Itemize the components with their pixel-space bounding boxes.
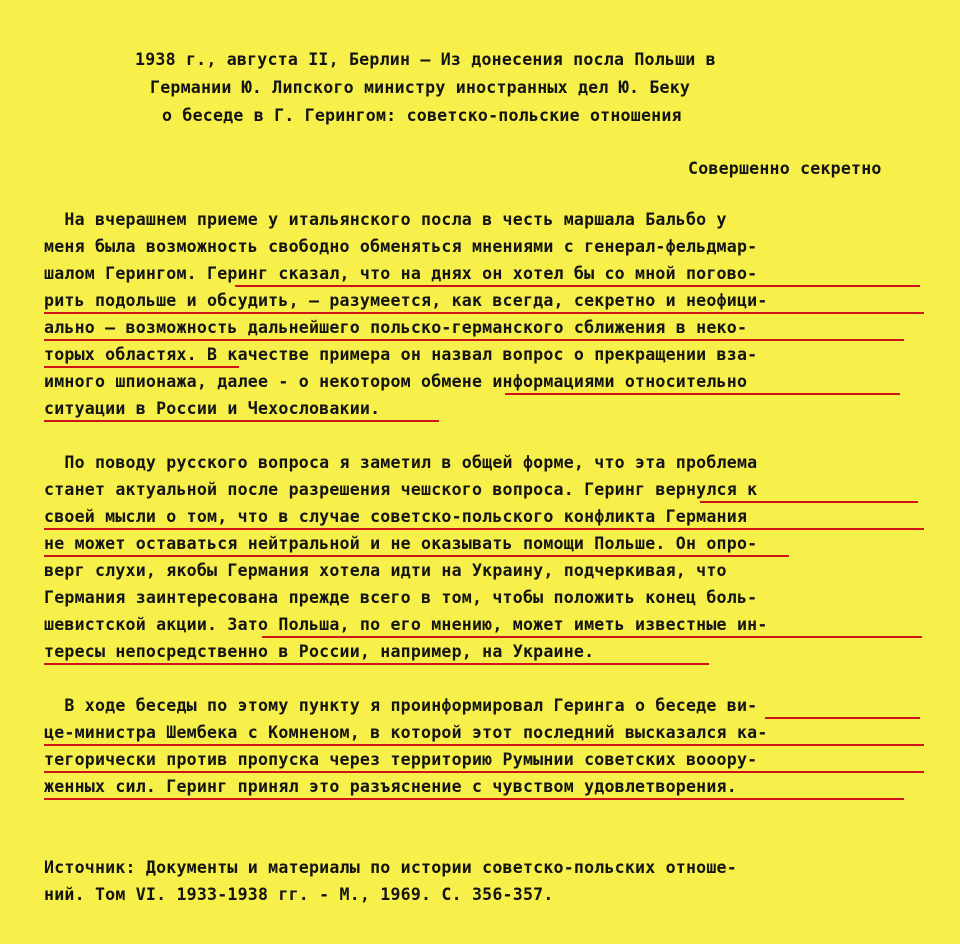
highlight-underline xyxy=(44,339,904,341)
highlight-underline xyxy=(44,420,439,422)
header-line-2: Германии Ю. Липского министру иностранных дел Ю. Беку xyxy=(150,78,691,97)
highlight-underline xyxy=(44,771,924,773)
highlight-underline xyxy=(44,663,709,665)
source-line-1: Источник: Документы и материалы по истории советско-польских отноше- xyxy=(44,858,737,877)
highlight-underline xyxy=(44,366,239,368)
paragraph-3-line-2: це-министра Шембека с Комненом, в которой этот последний высказался ка- xyxy=(44,723,768,742)
paragraph-1-line-1: На вчерашнем приеме у итальянского посла в честь маршала Бальбо у xyxy=(44,210,727,229)
paragraph-2-line-7: шевистской акции. Зато Польша, по его мнению, может иметь известные ин- xyxy=(44,615,768,634)
highlight-underline xyxy=(700,501,918,503)
classification-stamp: Совершенно секретно xyxy=(688,159,882,178)
paragraph-1-line-5: ально — возможность дальнейшего польско-германского сближения в неко- xyxy=(44,318,748,337)
header-line-3: о беседе в Г. Герингом: советско-польские отношения xyxy=(162,106,682,125)
paragraph-2-line-5: верг слухи, якобы Германия хотела идти на Украину, подчеркивая, что xyxy=(44,561,727,580)
paragraph-1-line-7: имного шпионажа, далее - о некотором обмене информациями относительно xyxy=(44,372,748,391)
paragraph-2-line-2: станет актуальной после разрешения чешского вопроса. Геринг вернулся к xyxy=(44,480,758,499)
paragraph-2-line-8: тересы непосредственно в России, например, на Украине. xyxy=(44,642,595,661)
highlight-underline xyxy=(44,744,924,746)
paragraph-2-line-6: Германия заинтересована прежде всего в том, чтобы положить конец боль- xyxy=(44,588,758,607)
paragraph-1-line-2: меня была возможность свободно обменяться мнениями с генерал-фельдмар- xyxy=(44,237,758,256)
paragraph-1-line-3: шалом Герингом. Геринг сказал, что на днях он хотел бы со мной погово- xyxy=(44,264,758,283)
source-line-2: ний. Том VI. 1933-1938 гг. - М., 1969. С. 356-357. xyxy=(44,885,554,904)
paragraph-2-line-1: По поводу русского вопроса я заметил в общей форме, что эта проблема xyxy=(44,453,758,472)
highlight-underline xyxy=(44,312,924,314)
paragraph-3-line-4: женных сил. Геринг принял это разъяснение с чувством удовлетворения. xyxy=(44,777,737,796)
highlight-underline xyxy=(262,636,922,638)
paragraph-1-line-4: рить подольше и обсудить, — разумеется, как всегда, секретно и неофици- xyxy=(44,291,768,310)
paragraph-2-line-3: своей мысли о том, что в случае советско-польского конфликта Германия xyxy=(44,507,748,526)
highlight-underline xyxy=(505,393,900,395)
header-line-1: 1938 г., августа II, Берлин — Из донесения посла Польши в xyxy=(135,50,716,69)
paragraph-1-line-6: торых областях. В качестве примера он назвал вопрос о прекращении вза- xyxy=(44,345,758,364)
paragraph-3-line-3: тегорически против пропуска через территорию Румынии советских вооору- xyxy=(44,750,758,769)
highlight-underline xyxy=(765,717,920,719)
highlight-underline xyxy=(44,798,904,800)
highlight-underline xyxy=(44,555,789,557)
paragraph-1-line-8: ситуации в России и Чехословакии. xyxy=(44,399,381,418)
highlight-underline xyxy=(44,528,924,530)
highlight-underline xyxy=(235,285,920,287)
paragraph-3-line-1: В ходе беседы по этому пункту я проинформировал Геринга о беседе ви- xyxy=(44,696,758,715)
paragraph-2-line-4: не может оставаться нейтральной и не оказывать помощи Польше. Он опро- xyxy=(44,534,758,553)
